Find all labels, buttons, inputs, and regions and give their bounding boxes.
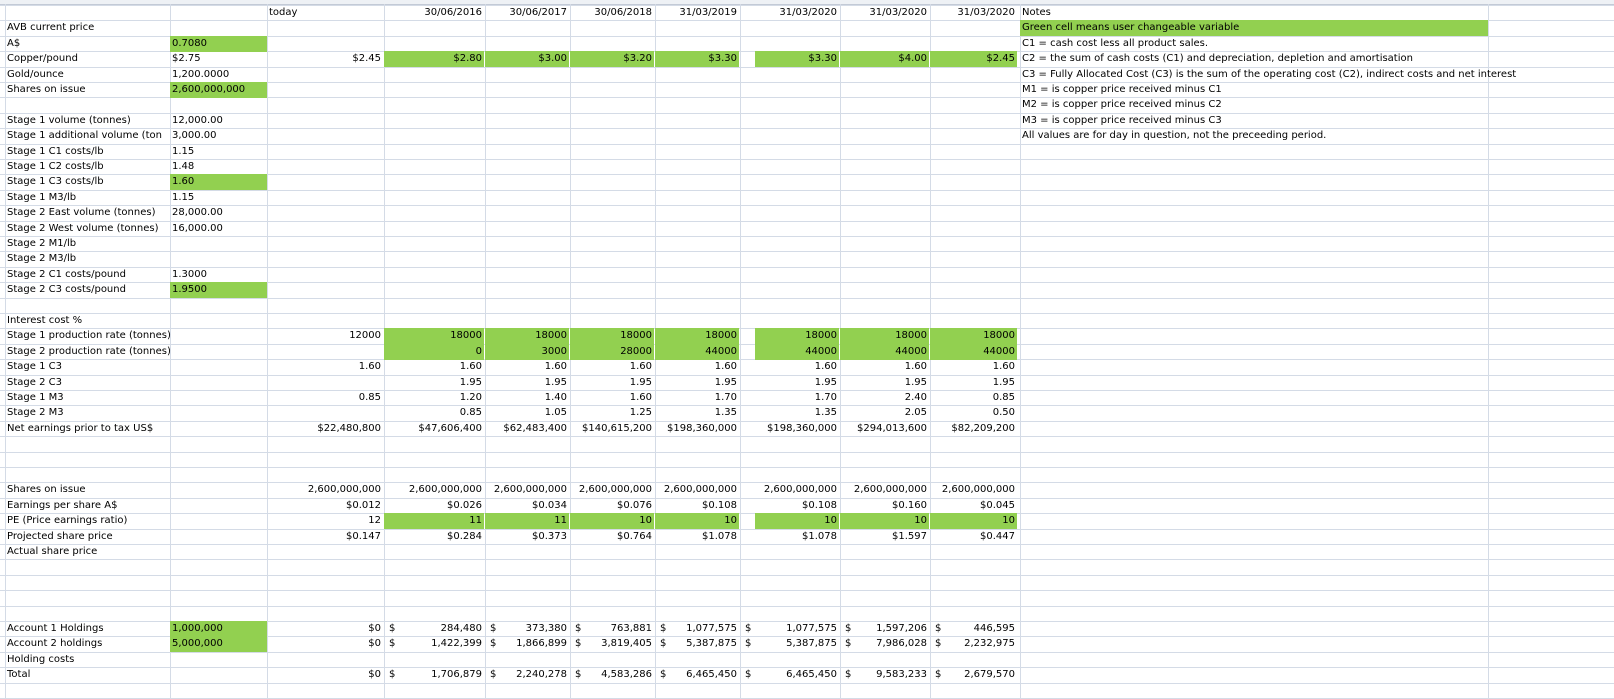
valuation-value[interactable]: [655, 544, 739, 560]
valuation-value[interactable]: [267, 544, 383, 560]
currency-sign[interactable]: $: [490, 669, 497, 680]
projection-value[interactable]: 18000: [655, 328, 739, 344]
holdings-value[interactable]: 1,422,399: [431, 638, 482, 649]
projection-value[interactable]: 1.60: [904, 361, 927, 372]
holdings-value[interactable]: 1,706,879: [431, 669, 482, 680]
projection-value[interactable]: $47,606,400: [418, 423, 482, 434]
projection-value[interactable]: 12000: [349, 330, 381, 341]
row-gridline: [0, 590, 1614, 591]
valuation-label[interactable]: Shares on issue: [7, 484, 86, 495]
valuation-value[interactable]: $0.147: [346, 531, 381, 542]
note-line[interactable]: M2 = is copper price received minus C2: [1022, 99, 1222, 110]
projection-label[interactable]: Stage 1 production rate (tonnes): [7, 330, 171, 341]
input-value[interactable]: 1,200.0000: [172, 69, 230, 80]
holdings-value[interactable]: 7,986,028: [876, 638, 927, 649]
input-value[interactable]: 1.15: [172, 146, 195, 157]
projection-value[interactable]: 1.95: [544, 377, 567, 388]
header-date[interactable]: 30/06/2017: [509, 7, 567, 18]
valuation-value[interactable]: 2,600,000,000: [307, 484, 381, 495]
currency-sign[interactable]: $: [660, 623, 667, 634]
holdings-value[interactable]: 446,595: [973, 623, 1015, 634]
holdings-input[interactable]: 1,000,000: [170, 621, 267, 637]
holdings-input[interactable]: 5,000,000: [170, 636, 267, 652]
row-gridline: [0, 683, 1614, 684]
projection-value[interactable]: 18000: [570, 328, 654, 344]
input-value[interactable]: 3,000.00: [172, 130, 217, 141]
projection-value[interactable]: 0: [384, 344, 484, 360]
currency-sign[interactable]: $: [935, 638, 942, 649]
projection-label[interactable]: Net earnings prior to tax US$: [7, 423, 154, 434]
holdings-value[interactable]: $0: [368, 638, 381, 649]
valuation-value[interactable]: $0.026: [447, 500, 482, 511]
projection-value[interactable]: [267, 375, 383, 391]
header-date[interactable]: 31/03/2020: [957, 7, 1015, 18]
projection-label[interactable]: Stage 2 M3: [7, 407, 64, 418]
projection-value[interactable]: 1.70: [714, 392, 737, 403]
holdings-label[interactable]: Account 1 Holdings: [7, 623, 104, 634]
currency-sign[interactable]: $: [845, 638, 852, 649]
currency-sign[interactable]: $: [389, 669, 396, 680]
holdings-value[interactable]: 5,387,875: [686, 638, 737, 649]
projection-value[interactable]: 1.40: [544, 392, 567, 403]
projection-value[interactable]: 2.05: [904, 407, 927, 418]
input-value[interactable]: 1.60: [170, 174, 267, 190]
projection-value[interactable]: 28000: [570, 344, 654, 360]
projection-value[interactable]: 1.60: [992, 361, 1015, 372]
currency-sign[interactable]: $: [389, 623, 396, 634]
valuation-label[interactable]: Actual share price: [7, 546, 98, 557]
valuation-value[interactable]: 2,600,000,000: [493, 484, 567, 495]
projection-value[interactable]: 44000: [655, 344, 739, 360]
note-line[interactable]: M1 = is copper price received minus C1: [1022, 84, 1222, 95]
input-label[interactable]: A$: [7, 38, 21, 49]
projection-value[interactable]: 1.60: [629, 392, 652, 403]
input-label[interactable]: Stage 2 C3 costs/pound: [7, 284, 126, 295]
valuation-value[interactable]: 2,600,000,000: [763, 484, 837, 495]
projection-value[interactable]: 1.35: [714, 407, 737, 418]
holdings-value[interactable]: 2,679,570: [964, 669, 1015, 680]
input-value[interactable]: 16,000.00: [172, 223, 223, 234]
projection-value[interactable]: 1.05: [544, 407, 567, 418]
projection-label[interactable]: Stage 1 C3: [7, 361, 62, 372]
note-line[interactable]: C2 = the sum of cash costs (C1) and depreciation, depletion and amortisation: [1022, 53, 1413, 64]
projection-value[interactable]: [267, 405, 383, 421]
projection-value[interactable]: 0.50: [992, 407, 1015, 418]
input-label[interactable]: Stage 2 C1 costs/pound: [7, 269, 126, 280]
projection-value[interactable]: $22,480,800: [317, 423, 381, 434]
valuation-label[interactable]: Projected share price: [7, 531, 113, 542]
holdings-label[interactable]: Holding costs: [7, 654, 75, 665]
column-gridline: [740, 4, 741, 698]
header-date[interactable]: 31/03/2020: [779, 7, 837, 18]
projection-value[interactable]: $82,209,200: [951, 423, 1015, 434]
projection-value[interactable]: 18000: [384, 328, 484, 344]
copper-price-cell[interactable]: $2.45: [352, 53, 381, 64]
projection-value[interactable]: 1.60: [629, 361, 652, 372]
projection-value[interactable]: 1.70: [814, 392, 837, 403]
projection-value[interactable]: $198,360,000: [767, 423, 837, 434]
copper-price-cell[interactable]: $3.30: [655, 51, 739, 67]
currency-sign[interactable]: $: [575, 623, 582, 634]
valuation-value[interactable]: 10: [930, 513, 1017, 529]
projection-value[interactable]: 44000: [930, 344, 1017, 360]
projection-value[interactable]: [485, 313, 569, 329]
copper-price-cell[interactable]: $3.00: [485, 51, 569, 67]
valuation-value[interactable]: 2,600,000,000: [578, 484, 652, 495]
row-gridline: [0, 575, 1614, 576]
projection-value[interactable]: [384, 313, 484, 329]
input-label[interactable]: Stage 1 C1 costs/lb: [7, 146, 104, 157]
valuation-value[interactable]: [485, 544, 569, 560]
header-today[interactable]: today: [269, 7, 298, 18]
holdings-value[interactable]: 284,480: [440, 623, 482, 634]
currency-sign[interactable]: $: [389, 638, 396, 649]
valuation-value[interactable]: 2,600,000,000: [941, 484, 1015, 495]
holdings-value[interactable]: 3,819,405: [601, 638, 652, 649]
projection-value[interactable]: 1.95: [904, 377, 927, 388]
holdings-label[interactable]: Account 2 holdings: [7, 638, 103, 649]
projection-label[interactable]: Stage 2 production rate (tonnes): [7, 346, 171, 357]
valuation-value[interactable]: $0.076: [617, 500, 652, 511]
projection-value[interactable]: 1.35: [814, 407, 837, 418]
input-label[interactable]: AVB current price: [7, 22, 95, 33]
projection-value[interactable]: $140,615,200: [582, 423, 652, 434]
currency-sign[interactable]: $: [745, 669, 752, 680]
valuation-value[interactable]: $0.108: [702, 500, 737, 511]
copper-price-cell[interactable]: $2.80: [384, 51, 484, 67]
projection-value[interactable]: 1.95: [814, 377, 837, 388]
projection-value[interactable]: 1.95: [629, 377, 652, 388]
holdings-value[interactable]: 6,465,450: [686, 669, 737, 680]
input-label[interactable]: Stage 2 West volume (tonnes): [7, 223, 159, 234]
input-value[interactable]: 1.9500: [170, 282, 267, 298]
input-label[interactable]: Gold/ounce: [7, 69, 64, 80]
valuation-value[interactable]: 2,600,000,000: [408, 484, 482, 495]
holdings-value[interactable]: 1,077,575: [786, 623, 837, 634]
note-line[interactable]: C3 = Fully Allocated Cost (C3) is the sum of the operating cost (C2), indirect costs and net interest: [1022, 69, 1517, 80]
currency-sign[interactable]: $: [575, 638, 582, 649]
valuation-value[interactable]: $0.034: [532, 500, 567, 511]
copper-price-cell[interactable]: $4.00: [840, 51, 929, 67]
input-label[interactable]: Stage 2 East volume (tonnes): [7, 207, 156, 218]
valuation-value[interactable]: 10: [570, 513, 654, 529]
valuation-value[interactable]: [930, 544, 1017, 560]
input-value[interactable]: 28,000.00: [172, 207, 223, 218]
header-notes[interactable]: Notes: [1022, 7, 1051, 18]
holdings-value[interactable]: 5,387,875: [786, 638, 837, 649]
valuation-value[interactable]: $0.012: [346, 500, 381, 511]
valuation-label[interactable]: Earnings per share A$: [7, 500, 118, 511]
valuation-value[interactable]: $0.447: [980, 531, 1015, 542]
currency-sign[interactable]: $: [490, 623, 497, 634]
currency-sign[interactable]: $: [745, 623, 752, 634]
projection-value[interactable]: 0.85: [992, 392, 1015, 403]
valuation-value[interactable]: $0.108: [802, 500, 837, 511]
header-date[interactable]: 30/06/2016: [424, 7, 482, 18]
projection-value[interactable]: 1.60: [358, 361, 381, 372]
valuation-value[interactable]: $1.078: [802, 531, 837, 542]
projection-value[interactable]: 18000: [755, 328, 839, 344]
note-line[interactable]: C1 = cash cost less all product sales.: [1022, 38, 1209, 49]
currency-sign[interactable]: $: [575, 669, 582, 680]
holdings-value[interactable]: $0: [368, 623, 381, 634]
projection-value[interactable]: 0.85: [358, 392, 381, 403]
projection-value[interactable]: 0.85: [459, 407, 482, 418]
projection-value[interactable]: [655, 313, 739, 329]
input-value[interactable]: 1.3000: [172, 269, 207, 280]
currency-sign[interactable]: $: [490, 638, 497, 649]
projection-label[interactable]: Interest cost %: [7, 315, 83, 326]
projection-value[interactable]: 3000: [485, 344, 569, 360]
projection-value[interactable]: $294,013,600: [857, 423, 927, 434]
valuation-value[interactable]: 10: [755, 513, 839, 529]
row-gridline: [0, 606, 1614, 607]
valuation-value[interactable]: 11: [384, 513, 484, 529]
holdings-value[interactable]: 2,240,278: [516, 669, 567, 680]
row-gridline: [0, 452, 1614, 453]
valuation-value[interactable]: $1.597: [892, 531, 927, 542]
row-gridline: [0, 298, 1614, 299]
copper-price-cell[interactable]: $2.45: [930, 51, 1017, 67]
holdings-value[interactable]: 2,232,975: [964, 638, 1015, 649]
valuation-value[interactable]: 10: [655, 513, 739, 529]
currency-sign[interactable]: $: [935, 623, 942, 634]
projection-value[interactable]: [840, 313, 929, 329]
valuation-value[interactable]: 11: [485, 513, 569, 529]
row-gridline: [0, 251, 1614, 252]
valuation-value[interactable]: $0.284: [447, 531, 482, 542]
projection-value[interactable]: 1.20: [459, 392, 482, 403]
input-label[interactable]: Stage 1 M3/lb: [7, 192, 77, 203]
projection-value[interactable]: 44000: [840, 344, 929, 360]
note-line[interactable]: M3 = is copper price received minus C3: [1022, 115, 1222, 126]
holdings-value[interactable]: 9,583,233: [876, 669, 927, 680]
input-label[interactable]: Copper/pound: [7, 53, 78, 64]
valuation-value[interactable]: 2,600,000,000: [853, 484, 927, 495]
currency-sign[interactable]: $: [660, 638, 667, 649]
input-label[interactable]: Stage 1 volume (tonnes): [7, 115, 131, 126]
projection-value[interactable]: [930, 313, 1017, 329]
valuation-value[interactable]: $0.373: [532, 531, 567, 542]
projection-value[interactable]: 2.40: [904, 392, 927, 403]
valuation-value[interactable]: $0.045: [980, 500, 1015, 511]
projection-value[interactable]: 1.60: [544, 361, 567, 372]
holdings-value[interactable]: 4,583,286: [601, 669, 652, 680]
projection-value[interactable]: [755, 313, 839, 329]
projection-value[interactable]: [570, 313, 654, 329]
projection-value[interactable]: 1.95: [459, 377, 482, 388]
currency-sign[interactable]: $: [660, 669, 667, 680]
input-value[interactable]: 0.7080: [170, 36, 267, 52]
projection-value[interactable]: 1.25: [629, 407, 652, 418]
valuation-value[interactable]: [570, 544, 654, 560]
row-gridline: [0, 652, 1614, 653]
input-label[interactable]: Stage 2 M1/lb: [7, 238, 77, 249]
projection-value[interactable]: 18000: [840, 328, 929, 344]
note-line[interactable]: Green cell means user changeable variable: [1020, 20, 1488, 36]
valuation-value[interactable]: [384, 544, 484, 560]
projection-value[interactable]: 44000: [755, 344, 839, 360]
valuation-value[interactable]: $0.160: [892, 500, 927, 511]
valuation-value[interactable]: [840, 544, 929, 560]
input-value[interactable]: $2.75: [172, 53, 201, 64]
valuation-value[interactable]: 10: [840, 513, 929, 529]
projection-label[interactable]: Stage 1 M3: [7, 392, 64, 403]
holdings-value[interactable]: 763,881: [610, 623, 652, 634]
projection-value[interactable]: [267, 344, 383, 360]
projection-value[interactable]: 1.95: [714, 377, 737, 388]
header-date[interactable]: 31/03/2020: [869, 7, 927, 18]
projection-value[interactable]: $198,360,000: [667, 423, 737, 434]
projection-value[interactable]: 1.60: [459, 361, 482, 372]
header-date[interactable]: 31/03/2019: [679, 7, 737, 18]
input-label[interactable]: Stage 1 C3 costs/lb: [7, 176, 104, 187]
row-gridline: [0, 467, 1614, 468]
valuation-value[interactable]: [755, 544, 839, 560]
holdings-value[interactable]: 1,597,206: [876, 623, 927, 634]
currency-sign[interactable]: $: [745, 638, 752, 649]
holdings-value[interactable]: 6,465,450: [786, 669, 837, 680]
header-date[interactable]: 30/06/2018: [594, 7, 652, 18]
copper-price-cell[interactable]: $3.20: [570, 51, 654, 67]
projection-value[interactable]: 1.95: [992, 377, 1015, 388]
holdings-label[interactable]: Total: [7, 669, 31, 680]
valuation-label[interactable]: PE (Price earnings ratio): [7, 515, 128, 526]
projection-value[interactable]: 18000: [485, 328, 569, 344]
input-label[interactable]: Stage 1 C2 costs/lb: [7, 161, 104, 172]
holdings-value[interactable]: $0: [368, 669, 381, 680]
projection-value[interactable]: $62,483,400: [503, 423, 567, 434]
projection-value[interactable]: 1.60: [814, 361, 837, 372]
holdings-value[interactable]: 1,866,899: [516, 638, 567, 649]
holdings-value[interactable]: 373,380: [525, 623, 567, 634]
input-value[interactable]: 1.15: [172, 192, 195, 203]
projection-value[interactable]: 1.60: [714, 361, 737, 372]
input-label[interactable]: Shares on issue: [7, 84, 86, 95]
currency-sign[interactable]: $: [845, 623, 852, 634]
projection-value[interactable]: [267, 313, 383, 329]
input-label[interactable]: Stage 2 M3/lb: [7, 253, 77, 264]
valuation-value[interactable]: $0.764: [617, 531, 652, 542]
note-line[interactable]: All values are for day in question, not the preceeding period.: [1022, 130, 1327, 141]
currency-sign[interactable]: $: [935, 669, 942, 680]
input-value[interactable]: 12,000.00: [172, 115, 223, 126]
holdings-value[interactable]: 1,077,575: [686, 623, 737, 634]
input-value[interactable]: 1.48: [172, 161, 195, 172]
valuation-value[interactable]: 2,600,000,000: [663, 484, 737, 495]
projection-value[interactable]: 18000: [930, 328, 1017, 344]
currency-sign[interactable]: $: [845, 669, 852, 680]
projection-label[interactable]: Stage 2 C3: [7, 377, 62, 388]
valuation-value[interactable]: $1.078: [702, 531, 737, 542]
input-value[interactable]: 2,600,000,000: [170, 82, 267, 98]
input-label[interactable]: Stage 1 additional volume (ton: [7, 130, 162, 141]
copper-price-cell[interactable]: $3.30: [755, 51, 839, 67]
valuation-value[interactable]: 12: [368, 515, 381, 526]
